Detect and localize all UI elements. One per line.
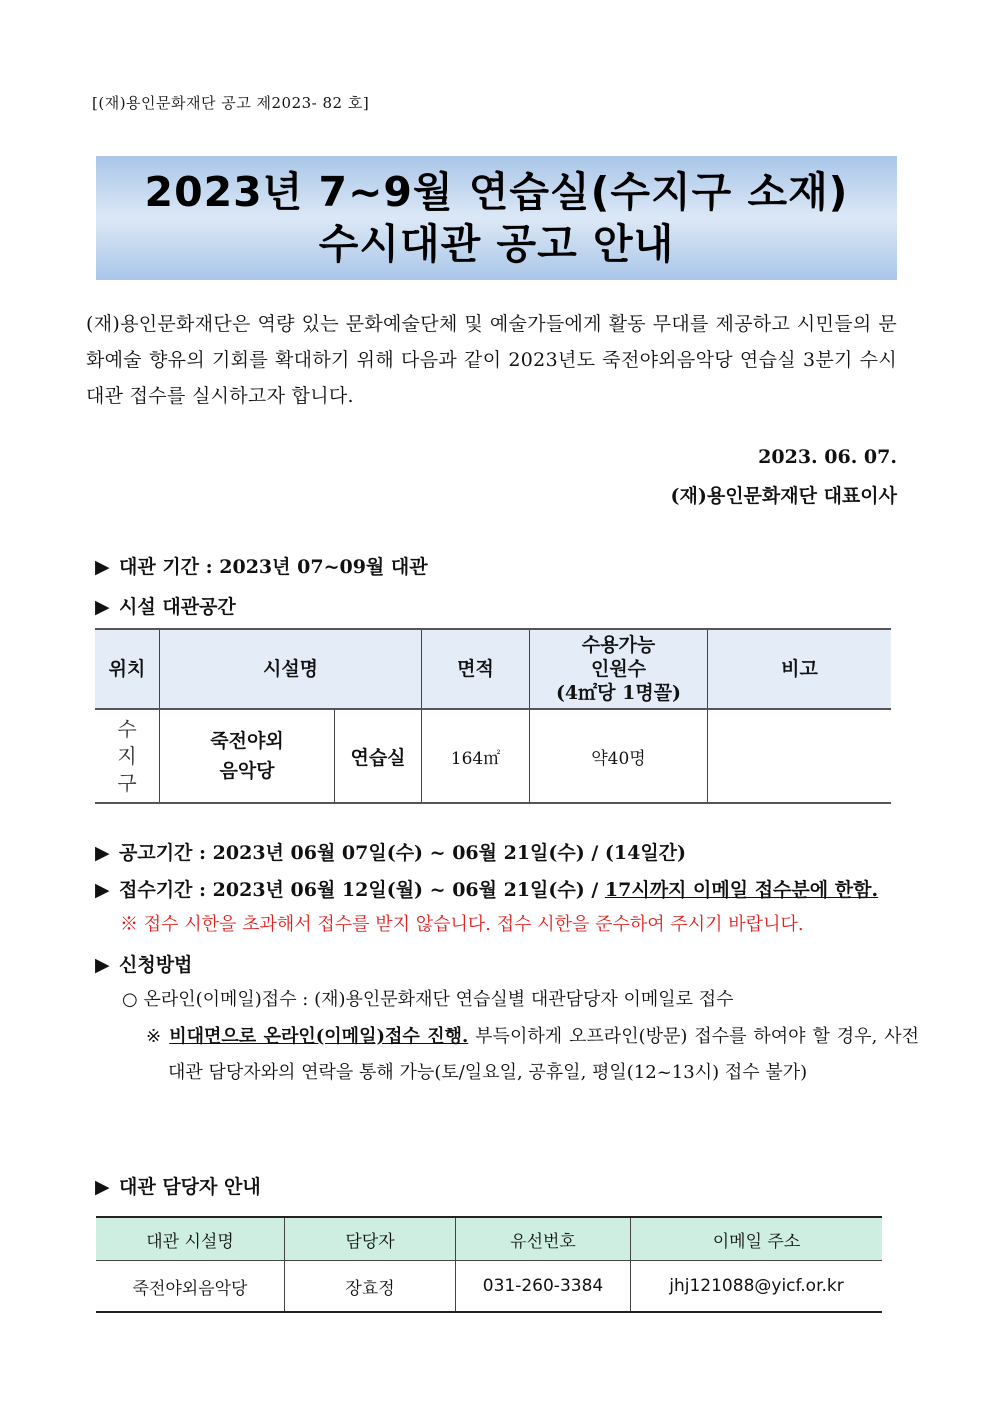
- location-char: 지: [117, 743, 137, 768]
- note-cell: [708, 709, 892, 803]
- notice-period-item: [95, 838, 686, 865]
- facility-heading-text: 시설 대관공간: [119, 596, 236, 618]
- contact-phone-cell: 031-260-3384: [456, 1261, 631, 1313]
- header-facility-name: 시설명: [160, 629, 422, 709]
- venue-line-1: 죽전야외: [210, 730, 284, 752]
- facility-heading: [95, 592, 236, 619]
- rental-period-item: [95, 552, 428, 579]
- contact-heading: [95, 1172, 261, 1199]
- bullet-arrow-icon: ▶: [95, 556, 110, 578]
- header-capacity-line-1: 수용가능: [581, 634, 656, 656]
- contact-heading-text: 대관 담당자 안내: [119, 1176, 261, 1198]
- header-capacity: [530, 629, 708, 709]
- bullet-arrow-icon: ▶: [95, 879, 110, 901]
- online-method-line: ○ 온라인(이메일)접수 : (재)용인문화재단 연습실별 대관담당자 이메일로 접수: [122, 989, 734, 1010]
- receipt-period-text: 접수기간 : 2023년 06월 12일(월) ~ 06월 21일(수) /: [119, 879, 605, 901]
- bullet-arrow-icon: ▶: [95, 1176, 110, 1198]
- header-phone: 유선번호: [456, 1217, 631, 1261]
- contact-table-header: [96, 1217, 882, 1261]
- deadline-warning: ※ 접수 시한을 초과해서 접수를 받지 않습니다. 접수 시한을 준수하여 주시기 바랍니다.: [120, 914, 804, 935]
- announcement-date: 2023. 06. 07.: [758, 446, 897, 468]
- location-char: 구: [117, 770, 137, 795]
- method-note: [146, 1019, 919, 1091]
- venue-line-2: 음악당: [219, 760, 275, 782]
- title-line-2: 수시대관 공고 안내: [318, 220, 675, 268]
- header-note: 비고: [708, 629, 892, 709]
- receipt-period-item: [95, 875, 878, 902]
- bullet-arrow-icon: ▶: [95, 842, 110, 864]
- bullet-arrow-icon: ▶: [95, 596, 110, 618]
- facility-table: [95, 628, 891, 804]
- contact-manager-cell: 장효정: [285, 1261, 456, 1313]
- contact-table: [96, 1216, 882, 1313]
- bullet-arrow-icon: ▶: [95, 954, 110, 976]
- location-cell: [95, 709, 160, 803]
- method-heading: [95, 950, 192, 977]
- method-heading-text: 신청방법: [119, 954, 193, 976]
- header-capacity-line-3: (4㎡당 1명꼴): [555, 682, 682, 704]
- contact-venue-cell: 죽전야외음악당: [96, 1261, 285, 1313]
- header-capacity-line-2: 인원수: [590, 658, 647, 680]
- non-contact-notice: 비대면으로 온라인(이메일)접수 진행.: [169, 1026, 469, 1047]
- capacity-cell: 약40명: [530, 709, 708, 803]
- table-row: [96, 1261, 882, 1313]
- document-number: [(재)용인문화재단 공고 제2023- 82 호]: [92, 94, 370, 112]
- location-char: 수: [117, 716, 137, 741]
- notice-period-text: 공고기간 : 2023년 06월 07일(수) ~ 06월 21일(수) / (14일간): [119, 842, 687, 864]
- facility-table-header: [95, 629, 891, 709]
- rental-period-text: 대관 기간 : 2023년 07~09월 대관: [119, 556, 428, 578]
- receipt-deadline-text: 17시까지 이메일 접수분에 한함.: [604, 879, 879, 901]
- header-location: 위치: [95, 629, 160, 709]
- contact-email-cell: jhj121088@yicf.or.kr: [631, 1261, 883, 1313]
- title-line-1: 2023년 7~9월 연습실(수지구 소재): [144, 168, 849, 216]
- header-manager: 담당자: [285, 1217, 456, 1261]
- header-area: 면적: [422, 629, 530, 709]
- header-email: 이메일 주소: [631, 1217, 883, 1261]
- venue-cell: [160, 709, 335, 803]
- header-venue: 대관 시설명: [96, 1217, 285, 1261]
- title-banner: [96, 156, 897, 280]
- area-cell: 164㎡: [422, 709, 530, 803]
- note-mark: ※: [146, 1026, 170, 1047]
- table-row: [95, 709, 891, 803]
- offline-notice: 부득이하게 오프라인(방문) 접수를 하여야 할 경우, 사전 대관 담당자와의 연락을 통해 가능(토/일요일, 공휴일, 평일(12~13시) 접수 불가): [168, 1026, 919, 1083]
- intro-paragraph: (재)용인문화재단은 역량 있는 문화예술단체 및 예술가들에게 활동 무대를 제공하고 시민들의 문화예술 향유의 기회를 확대하기 위해 다음과 같이 2023년도 죽전야외음악당 연습실 3분기 수시대관 접수를 실시하고자 합니다.: [86, 313, 897, 407]
- issuing-organization: (재)용인문화재단 대표이사: [670, 485, 897, 507]
- room-cell: 연습실: [335, 709, 422, 803]
